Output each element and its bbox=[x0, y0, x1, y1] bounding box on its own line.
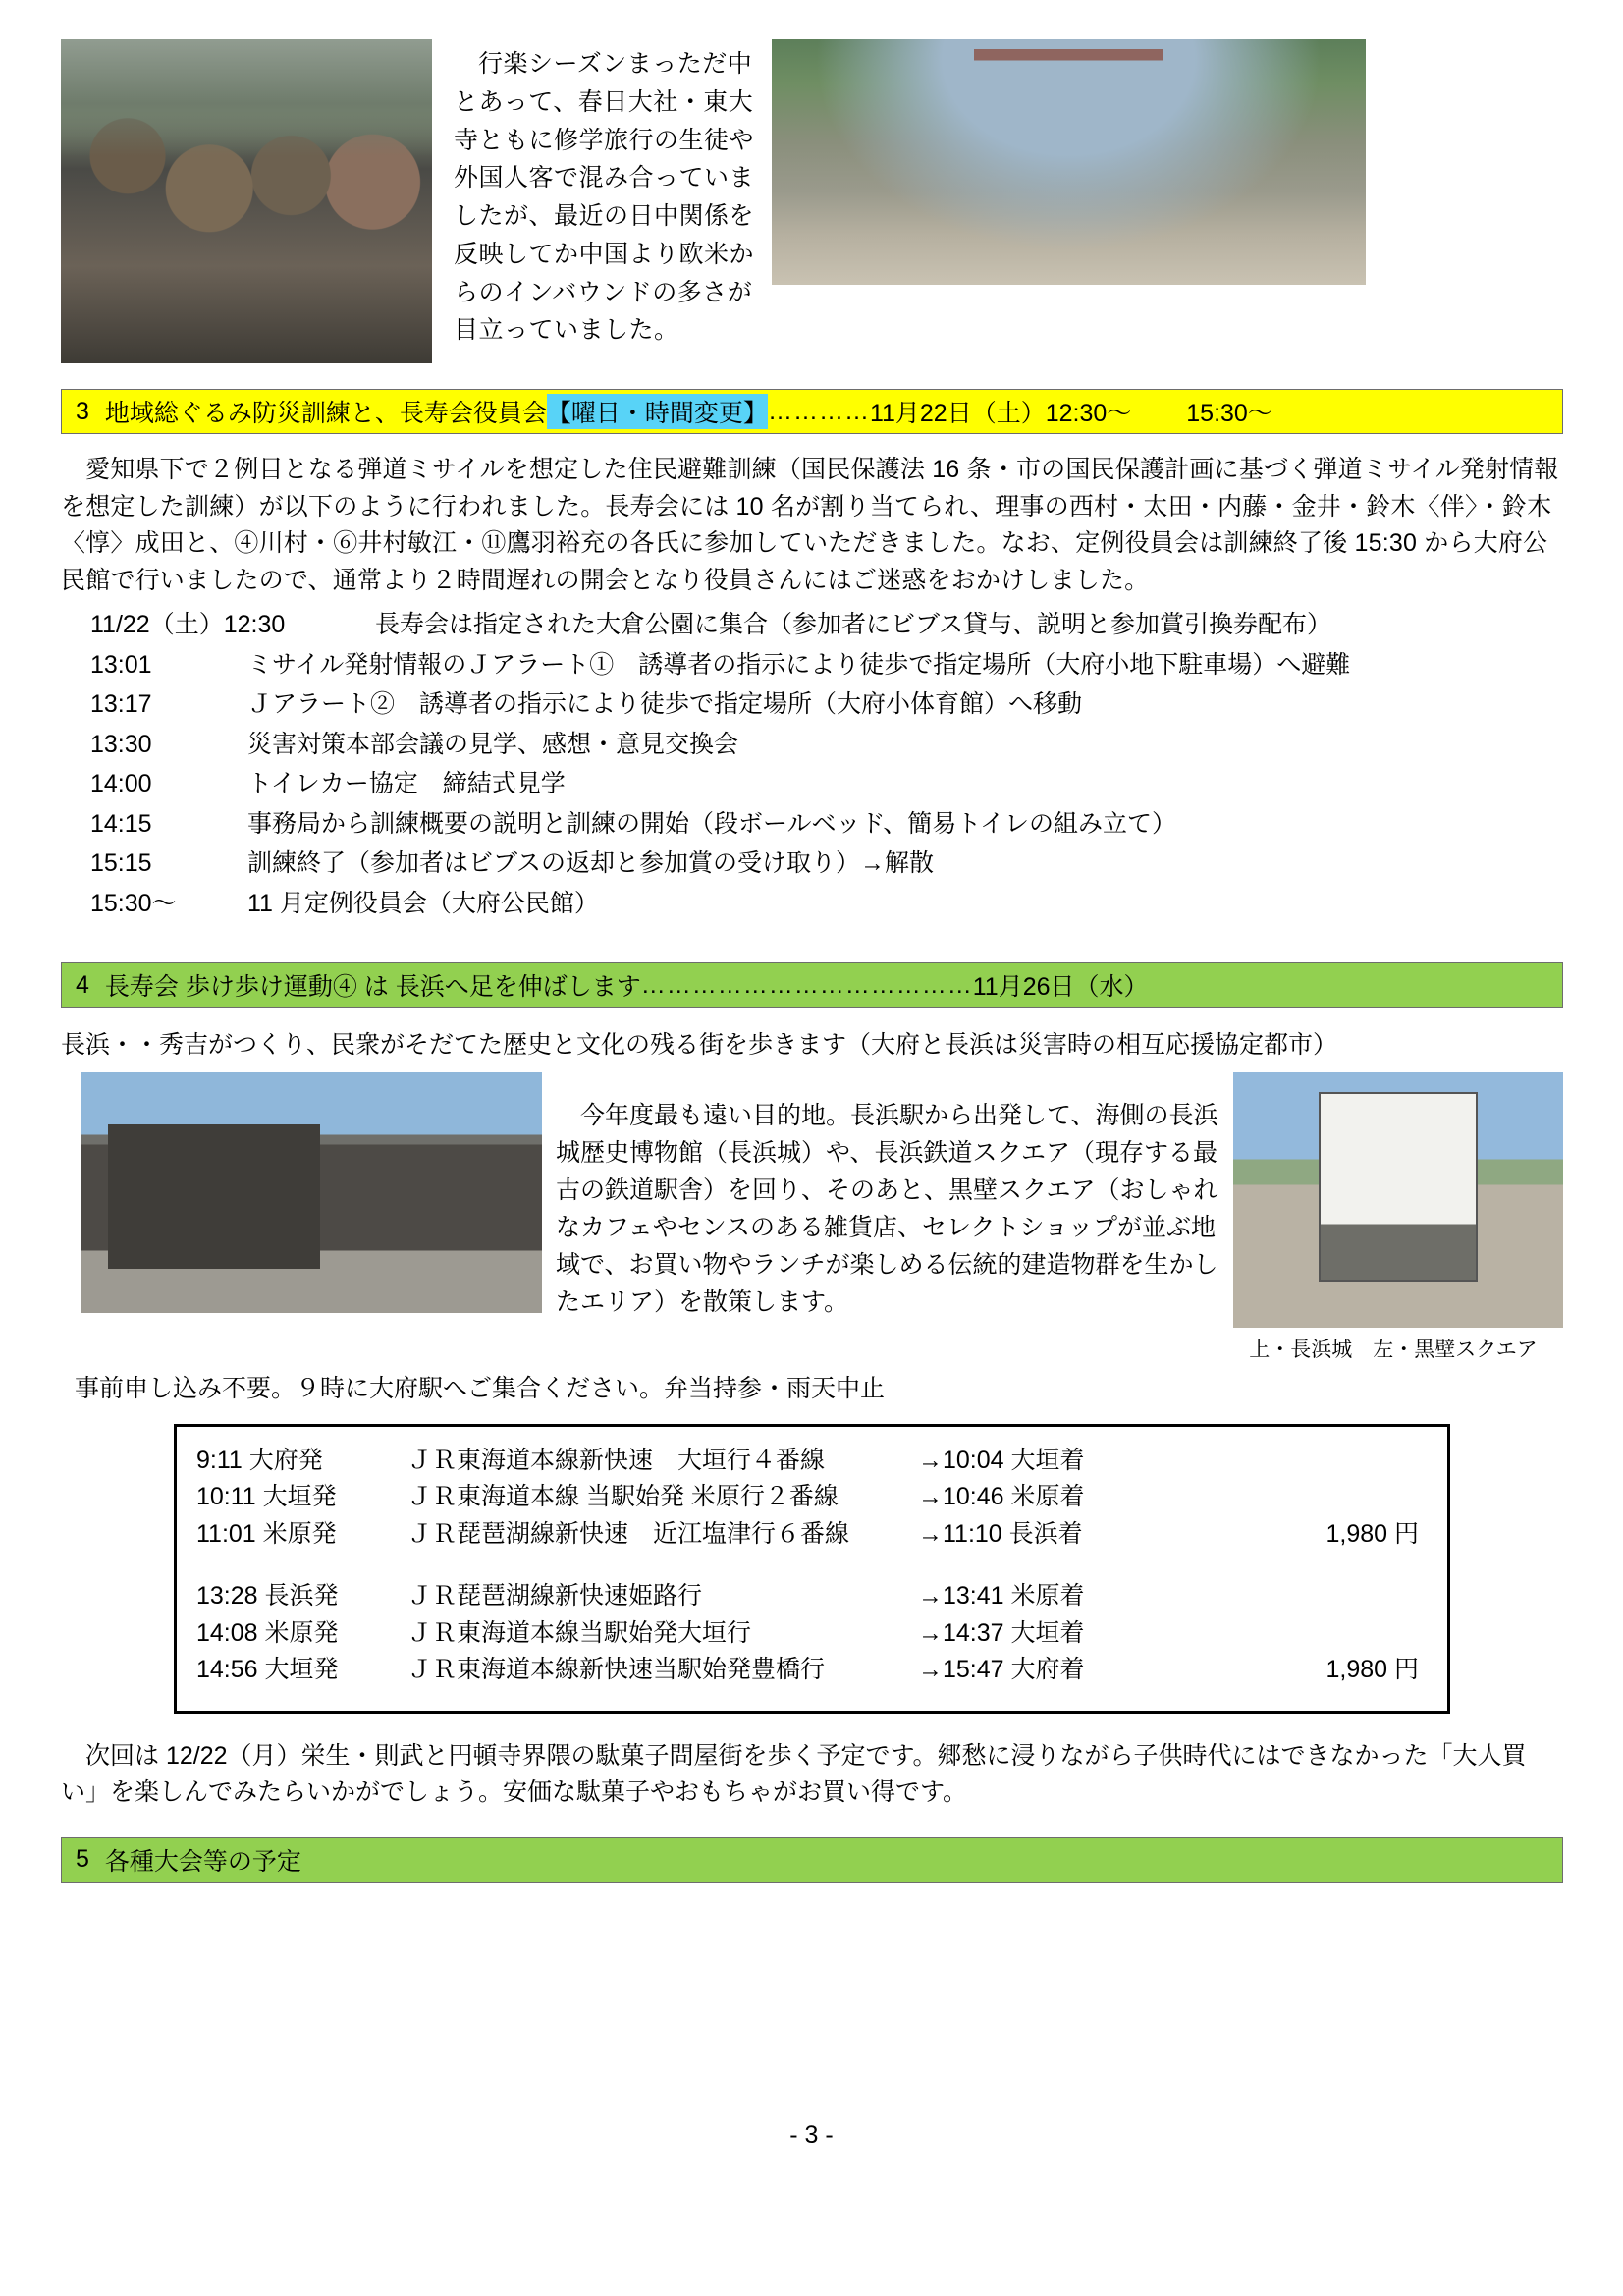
schedule-row bbox=[90, 844, 1563, 884]
schedule-time: 13:17 bbox=[90, 690, 152, 718]
timetable-line: ＪＲ東海道本線 当駅始発 米原行２番線 bbox=[407, 1483, 839, 1510]
section-4-note: 事前申し込み不要。９時に大府駅へご集合ください。弁当持参・雨天中止 bbox=[75, 1374, 886, 1402]
timetable-row bbox=[177, 1479, 1447, 1516]
timetable-line: ＪＲ東海道本線新快速当駅始発豊橋行 bbox=[407, 1656, 826, 1683]
schedule-time: 14:00 bbox=[90, 770, 152, 797]
photo-caption: 上・長浜城 左・黒壁スクエア bbox=[1249, 1338, 1538, 1361]
timetable-arrival: →11:10 長浜着 bbox=[918, 1519, 1083, 1548]
schedule-row bbox=[90, 884, 1563, 924]
group-photo-torii bbox=[772, 39, 1366, 285]
timetable-spacer bbox=[177, 1553, 1447, 1578]
section-3-heading bbox=[61, 389, 1563, 434]
section-4-closing-text: 次回は 12/22（月）栄生・則武と円頓寺界隈の駄菓子問屋街を歩く予定です。郷愁に浸りながら子供時代にはできなかった「大人買い」を楽しんでみたらいかがでしょう。安価な駄菓子やおもちゃがお買い得です。 bbox=[61, 1741, 1527, 1806]
section-4-closing bbox=[61, 1738, 1563, 1812]
section-5-number: 5 bbox=[76, 1845, 89, 1873]
section-3-highlight: 【曜日・時間変更】 bbox=[547, 394, 768, 429]
timetable-departure: 10:11 大垣発 bbox=[196, 1483, 337, 1510]
timetable-fare bbox=[1242, 1578, 1419, 1615]
section-4-body bbox=[542, 1072, 1223, 1345]
group-photo-closeup bbox=[61, 39, 432, 363]
section-3-dots: ………… bbox=[767, 397, 870, 425]
section-4-dots: ………………………………… bbox=[640, 970, 973, 999]
timetable-arrival: →10:04 大垣着 bbox=[918, 1446, 1085, 1474]
schedule-time: 14:15 bbox=[90, 809, 152, 838]
timetable-line: ＪＲ東海道本線新快速 大垣行４番線 bbox=[407, 1446, 826, 1474]
schedule-time: 11/22（土）12:30 bbox=[90, 611, 286, 638]
schedule-row bbox=[90, 645, 1563, 685]
section-3-time2: 15:30～ bbox=[1186, 400, 1272, 427]
timetable-fare bbox=[1242, 1479, 1419, 1516]
section-3-number: 3 bbox=[76, 397, 89, 425]
timetable-departure: 9:11 大府発 bbox=[196, 1446, 323, 1474]
timetable-departure: 11:01 米原発 bbox=[196, 1519, 337, 1548]
timetable-row bbox=[177, 1615, 1447, 1653]
section-3-body bbox=[61, 452, 1563, 599]
schedule-text: 長寿会は指定された大倉公園に集合（参加者にビブス貸与、説明と参加賞引換券配布） bbox=[375, 611, 1332, 638]
schedule-row bbox=[90, 804, 1563, 845]
section-5-title: 各種大会等の予定 bbox=[104, 1847, 301, 1876]
schedule-row bbox=[90, 605, 1563, 645]
schedule-time: 13:01 bbox=[90, 650, 152, 679]
schedule-time: 15:30～ bbox=[90, 889, 177, 917]
section-3-schedule bbox=[61, 605, 1563, 923]
section-3-date: 11月22日（土）12:30～ bbox=[869, 400, 1132, 427]
section-4-right-media bbox=[1223, 1072, 1563, 1363]
timetable-line: ＪＲ琵琶湖線新快速 近江塩津行６番線 bbox=[407, 1519, 850, 1548]
top-photo-block bbox=[61, 39, 1563, 363]
schedule-time: 15:15 bbox=[90, 849, 152, 877]
timetable-departure: 13:28 長浜発 bbox=[196, 1582, 339, 1610]
timetable-arrival: →13:41 米原着 bbox=[918, 1582, 1085, 1610]
top-paragraph: 行楽シーズンまっただ中とあって、春日大社・東大寺ともに修学旅行の生徒や外国人客で混み合っていましたが、最近の日中関係を反映してか中国より欧米からのインバウンドの多さが目立っていました。 bbox=[454, 50, 755, 345]
schedule-text: 11 月定例役員会（大府公民館） bbox=[247, 889, 599, 917]
timetable-row bbox=[177, 1443, 1447, 1480]
timetable-row bbox=[177, 1516, 1447, 1554]
timetable-box bbox=[174, 1424, 1450, 1714]
kurokabe-square-photo bbox=[81, 1072, 542, 1313]
section-4-heading bbox=[61, 962, 1563, 1008]
schedule-time: 13:30 bbox=[90, 730, 152, 758]
schedule-text: 災害対策本部会議の見学、感想・意見交換会 bbox=[247, 730, 739, 758]
timetable-fare: 1,980 円 bbox=[1325, 1656, 1419, 1683]
timetable-fare bbox=[1242, 1443, 1419, 1480]
timetable-row bbox=[177, 1578, 1447, 1615]
timetable-row bbox=[177, 1652, 1447, 1689]
schedule-row bbox=[90, 764, 1563, 804]
schedule-text: Ｊアラート② 誘導者の指示により徒歩で指定場所（大府小体育館）へ移動 bbox=[247, 690, 1083, 718]
timetable-departure: 14:08 米原発 bbox=[196, 1618, 339, 1647]
timetable-fare bbox=[1242, 1615, 1419, 1653]
timetable-fare: 1,980 円 bbox=[1325, 1519, 1419, 1548]
schedule-text: ミサイル発射情報のＪアラート① 誘導者の指示により徒歩で指定場所（大府小地下駐車場）へ避難 bbox=[247, 650, 1351, 679]
top-paragraph-wrap bbox=[432, 39, 758, 350]
timetable-arrival: →14:37 大垣着 bbox=[918, 1618, 1085, 1647]
section-4-lead: 長浜・・秀吉がつくり、民衆がそだてた歴史と文化の残る街を歩きます（大府と長浜は災害時の相互応援協定都市） bbox=[61, 1031, 1338, 1059]
section-4-media-row bbox=[61, 1072, 1563, 1363]
section-3-paragraph: 愛知県下で２例目となる弾道ミサイルを想定した住民避難訓練（国民保護法 16 条・市の国民保護計画に基づく弾道ミサイル発射情報を想定した訓練）が以下のように行われました。長寿会には 10 名が割り当てられ、理事の西村・太田・内藤・金井・鈴木〈伴〉・鈴木〈惇〉成田と、④川村・⑥井村敏江・⑪鷹羽裕充の各氏に参加していただきました。なお、定例役員会は訓練終了後 15:30 から大府公民館で行いましたので、通常より２時間遅れの開会となり役員さんにはご迷惑をおかけしました。 bbox=[61, 456, 1559, 594]
nagahama-castle-photo bbox=[1233, 1072, 1563, 1328]
timetable-departure: 14:56 大垣発 bbox=[196, 1656, 339, 1683]
section-3-title: 地域総ぐるみ防災訓練と、長寿会役員会 bbox=[104, 400, 547, 427]
page-content bbox=[61, 39, 1563, 1883]
timetable-line: ＪＲ東海道本線当駅始発大垣行 bbox=[407, 1618, 752, 1647]
section-4-date: 11月26日（水） bbox=[972, 973, 1149, 1001]
section-4-title: 長寿会 歩け歩け運動④ は 長浜へ足を伸ばします bbox=[104, 973, 641, 1001]
timetable-arrival: →15:47 大府着 bbox=[918, 1656, 1085, 1683]
schedule-row bbox=[90, 725, 1563, 765]
timetable-line: ＪＲ琵琶湖線新快速姫路行 bbox=[407, 1582, 703, 1610]
schedule-row bbox=[90, 684, 1563, 725]
schedule-text: トイレカー協定 締結式見学 bbox=[247, 770, 566, 797]
page-number: - 3 - bbox=[789, 2121, 834, 2149]
timetable-arrival: →10:46 米原着 bbox=[918, 1483, 1085, 1510]
section-5-heading bbox=[61, 1837, 1563, 1883]
schedule-text: 事務局から訓練概要の説明と訓練の開始（段ボールベッド、簡易トイレの組み立て） bbox=[247, 809, 1177, 838]
section-4-paragraph: 今年度最も遠い目的地。長浜駅から出発して、海側の長浜城歴史博物館（長浜城）や、長浜鉄道スクエア（現存する最古の鉄道駅舎）を回り、そのあと、黒壁スクエア（おしゃれなカフェやセンスのある雑貨店、セレクトショップが並ぶ地域で、お買い物やランチが楽しめる伝統的建造物群を生かしたエリア）を散策します。 bbox=[556, 1101, 1218, 1316]
section-4-number: 4 bbox=[76, 970, 89, 999]
schedule-text: 訓練終了（参加者はビブスの返却と参加賞の受け取り）→解散 bbox=[247, 849, 935, 877]
